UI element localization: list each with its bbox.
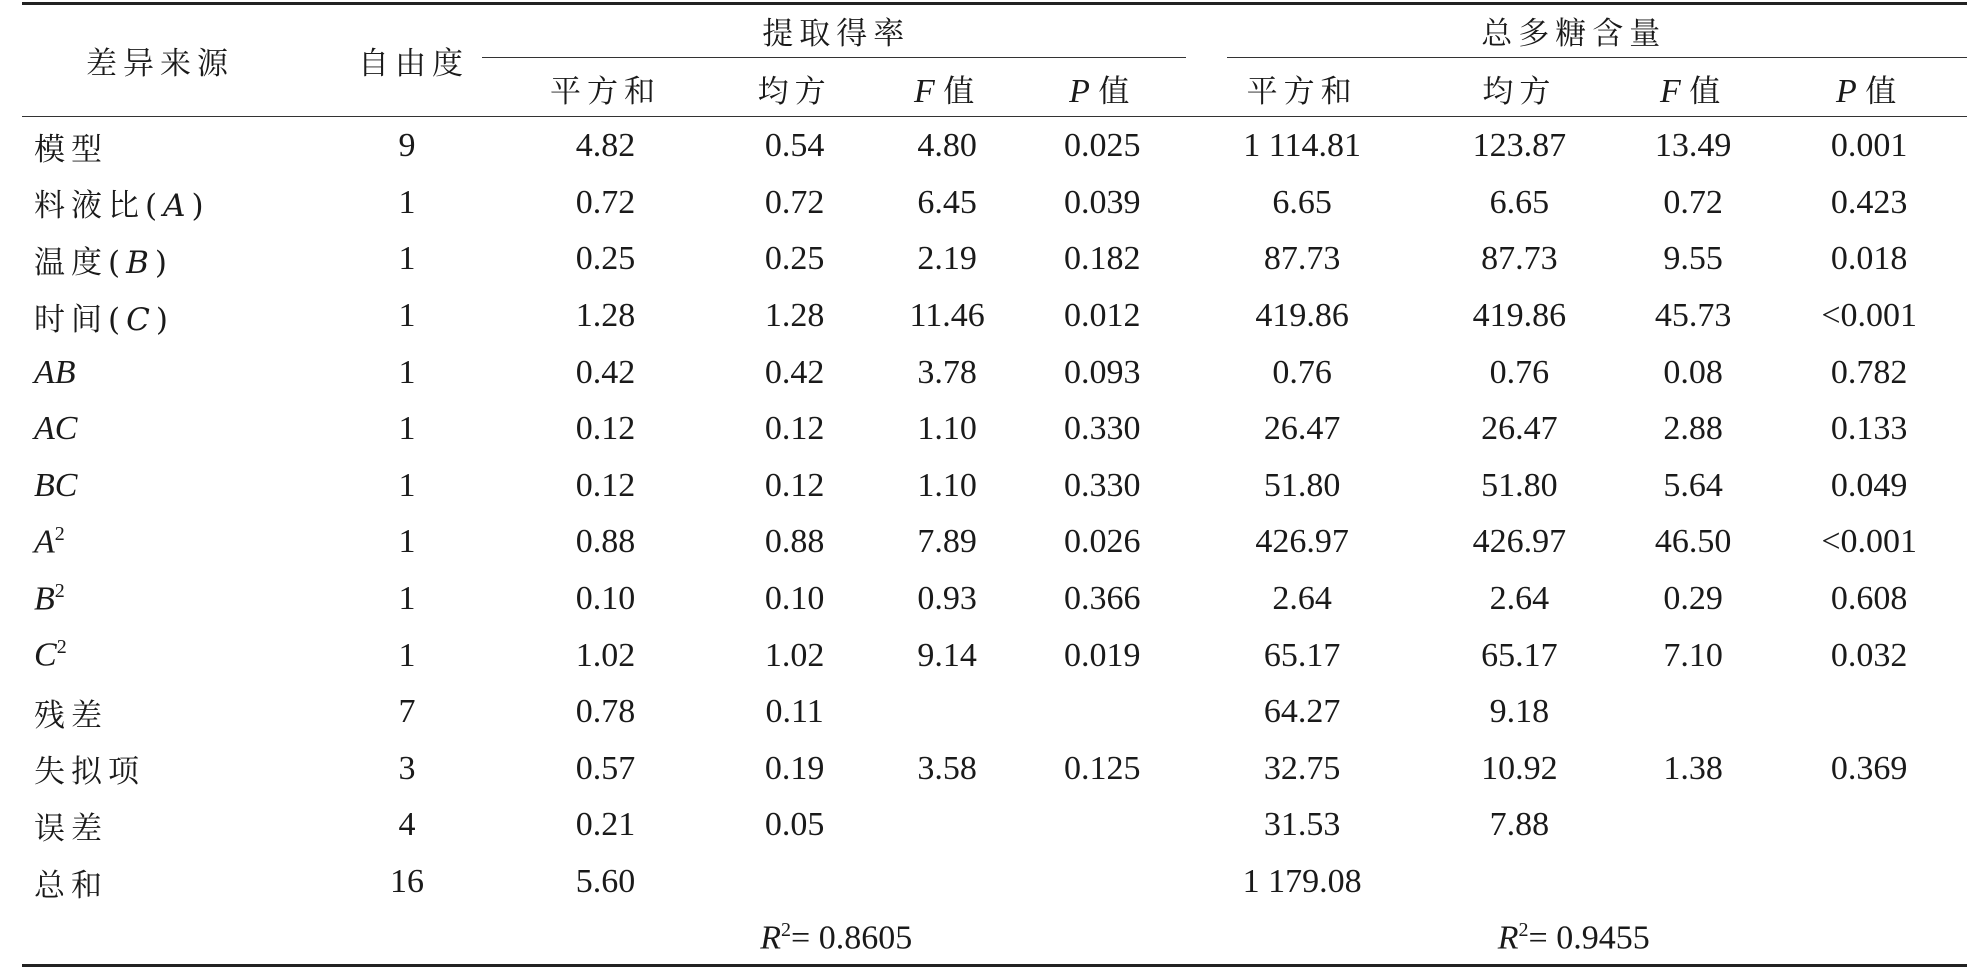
- cell: [1615, 854, 1771, 911]
- row-source: 温度(B): [34, 244, 173, 281]
- cell: 0.42: [575, 353, 636, 391]
- cell: 7.88: [1489, 806, 1550, 844]
- empty-cell: [22, 910, 322, 967]
- cell: 0.182: [1064, 240, 1141, 278]
- cell: 0.012: [1064, 297, 1141, 335]
- row-df: 3: [398, 749, 416, 787]
- cell: 0.026: [1064, 523, 1141, 561]
- row-df: 1: [398, 183, 416, 221]
- row-source: 总和: [34, 867, 108, 904]
- table-row: [22, 231, 1967, 288]
- cell: 9.14: [917, 636, 977, 674]
- row-df: 1: [398, 353, 416, 391]
- cell: 0.93: [917, 580, 977, 618]
- cell: 31.53: [1263, 806, 1341, 844]
- row-df: 1: [398, 240, 416, 278]
- cell: 0.12: [575, 410, 636, 448]
- cell: 3.58: [917, 749, 977, 787]
- header-p-2: P 值: [1836, 72, 1903, 110]
- cell: [719, 854, 870, 911]
- cell: [1615, 684, 1771, 741]
- cell: 2.64: [1489, 580, 1550, 618]
- cell: 0.12: [764, 410, 825, 448]
- cell: [1771, 797, 1967, 854]
- cell: 65.17: [1263, 636, 1341, 674]
- row-source: 失拟项: [34, 754, 145, 791]
- cell: 0.039: [1064, 183, 1141, 221]
- row-df: 1: [398, 636, 416, 674]
- cell: 0.049: [1830, 466, 1908, 504]
- empty-cell: [322, 910, 492, 967]
- cell: 5.60: [575, 863, 636, 901]
- header-f-2: F 值: [1659, 72, 1727, 110]
- cell: [870, 797, 1024, 854]
- cell: 26.47: [1481, 410, 1558, 448]
- cell: 7.89: [917, 523, 977, 561]
- header-ss-2: 平方和: [1246, 73, 1358, 110]
- header-ss-1: 平方和: [549, 73, 661, 110]
- r2-row: [22, 910, 1967, 967]
- cell: 0.782: [1830, 353, 1908, 391]
- row-source: 误差: [34, 810, 108, 847]
- r2-group1: $R^2= 0.8605$: [760, 919, 913, 957]
- cell: 6.65: [1272, 183, 1332, 221]
- cell: 0.423: [1830, 183, 1908, 221]
- row-source: AB: [34, 353, 76, 391]
- table-row: [22, 797, 1967, 854]
- cell: 0.21: [575, 806, 636, 844]
- cell: 419.86: [1255, 297, 1349, 335]
- row-df: 4: [398, 806, 416, 844]
- cell: 0.12: [764, 466, 825, 504]
- table-row: [22, 627, 1967, 684]
- cell: 65.17: [1481, 636, 1558, 674]
- cell: 0.54: [764, 127, 825, 165]
- header-ms-1: 均方: [757, 73, 832, 110]
- cell: 1 114.81: [1243, 127, 1361, 165]
- cell: [870, 684, 1024, 741]
- cell: 0.88: [764, 523, 825, 561]
- cell: 0.25: [764, 240, 825, 278]
- cell: 2.64: [1272, 580, 1332, 618]
- cell: 51.80: [1263, 466, 1341, 504]
- cell: 0.330: [1064, 466, 1141, 504]
- table-row: [22, 741, 1967, 798]
- cell: 1 179.08: [1242, 863, 1362, 901]
- cell: 1.28: [764, 297, 825, 335]
- row-df: 16: [390, 863, 424, 901]
- header-group1: 提取得率: [762, 15, 911, 52]
- cell: 1.02: [764, 636, 825, 674]
- cell: 45.73: [1654, 297, 1732, 335]
- cell: 0.12: [575, 466, 636, 504]
- cell: 1.38: [1663, 749, 1723, 787]
- row-df: 1: [398, 523, 416, 561]
- anova-table: [22, 2, 1967, 967]
- cell: 0.10: [575, 580, 636, 618]
- cell: 0.025: [1064, 127, 1141, 165]
- row-df: 1: [398, 466, 416, 504]
- cell: 0.08: [1663, 353, 1723, 391]
- cell: 4.80: [917, 127, 977, 165]
- cell: 0.10: [764, 580, 825, 618]
- cell: 419.86: [1472, 297, 1567, 335]
- row-source: $B^2$: [34, 579, 65, 618]
- cell: 0.608: [1830, 580, 1908, 618]
- cell: 0.001: [1830, 127, 1908, 165]
- row-df: 9: [398, 127, 416, 165]
- cell: 3.78: [917, 353, 977, 391]
- header-ms-2: 均方: [1482, 73, 1557, 110]
- cell: 0.369: [1830, 749, 1908, 787]
- cell: 0.125: [1064, 749, 1141, 787]
- cell: 2.19: [917, 240, 977, 278]
- cell: 426.97: [1255, 523, 1349, 561]
- cell: <0.001: [1821, 523, 1917, 561]
- table-row: [22, 458, 1967, 515]
- cell: 64.27: [1263, 693, 1341, 731]
- table-row: [22, 514, 1967, 571]
- cell: 51.80: [1481, 466, 1558, 504]
- cell: [870, 854, 1024, 911]
- cell: 0.330: [1064, 410, 1141, 448]
- cell: 6.65: [1489, 183, 1550, 221]
- cell: 87.73: [1481, 240, 1558, 278]
- row-df: 1: [398, 580, 416, 618]
- cell: [1615, 797, 1771, 854]
- cell: 26.47: [1263, 410, 1341, 448]
- header-f-1: F 值: [914, 72, 981, 110]
- cell: 9.55: [1663, 240, 1723, 278]
- cell: 426.97: [1472, 523, 1567, 561]
- cell: [1024, 684, 1180, 741]
- table-row: [22, 401, 1967, 458]
- cell: 10.92: [1481, 749, 1558, 787]
- table-row: [22, 288, 1967, 345]
- cell: 0.25: [575, 240, 636, 278]
- cell: 0.57: [575, 749, 636, 787]
- row-df: 1: [398, 410, 416, 448]
- cell: 1.10: [917, 410, 977, 448]
- cell: [1024, 797, 1180, 854]
- cell: 0.29: [1663, 580, 1723, 618]
- cell: [1771, 854, 1967, 911]
- table-row: [22, 175, 1967, 232]
- header-df: 自由度: [358, 45, 469, 82]
- cell: 4.82: [575, 127, 636, 165]
- row-source: 时间(C): [34, 301, 174, 338]
- cell: <0.001: [1821, 297, 1917, 335]
- header-group2: 总多糖含量: [1481, 15, 1667, 52]
- cell: 87.73: [1263, 240, 1341, 278]
- cell: 0.42: [764, 353, 825, 391]
- cell: 0.76: [1489, 353, 1550, 391]
- row-source: 模型: [34, 131, 108, 168]
- cell: 0.018: [1830, 240, 1908, 278]
- cell: 2.88: [1663, 410, 1723, 448]
- row-df: 7: [398, 693, 416, 731]
- cell: 5.64: [1663, 466, 1723, 504]
- header-p-1: P 值: [1069, 72, 1136, 110]
- cell: 1.10: [917, 466, 977, 504]
- cell: 1.28: [575, 297, 636, 335]
- cell: 0.366: [1064, 580, 1141, 618]
- cell: 0.72: [575, 183, 636, 221]
- r2-group2: $R^2= 0.9455$: [1497, 919, 1650, 957]
- header-source: 差异来源: [86, 45, 234, 82]
- cell: 0.05: [764, 806, 825, 844]
- cell: 11.46: [909, 297, 985, 335]
- table-row: [22, 684, 1967, 741]
- table-row: [22, 571, 1967, 628]
- cell: 7.10: [1663, 636, 1723, 674]
- cell: 13.49: [1654, 127, 1732, 165]
- cell: 6.45: [917, 183, 977, 221]
- cell: 0.19: [764, 749, 825, 787]
- row-source: $A^2$: [34, 523, 65, 561]
- row-source: 料液比(A): [34, 188, 210, 225]
- cell: [1024, 854, 1180, 911]
- cell: [1424, 854, 1615, 911]
- cell: 1.02: [575, 636, 636, 674]
- row-source: $C^2$: [34, 636, 67, 674]
- cell: 0.72: [764, 183, 825, 221]
- cell: 32.75: [1263, 749, 1341, 787]
- cell: 0.11: [765, 693, 824, 731]
- cell: 0.093: [1064, 353, 1141, 391]
- cell: 0.72: [1663, 183, 1723, 221]
- row-source: BC: [34, 466, 78, 504]
- cell: 46.50: [1654, 523, 1732, 561]
- cell: 0.019: [1064, 636, 1141, 674]
- table-row: [22, 118, 1967, 175]
- row-source: AC: [34, 410, 78, 448]
- cell: 0.88: [575, 523, 636, 561]
- cell: 0.032: [1830, 636, 1908, 674]
- cell: 0.76: [1272, 353, 1332, 391]
- row-df: 1: [398, 297, 416, 335]
- cell: [1771, 684, 1967, 741]
- cell: 123.87: [1472, 127, 1567, 165]
- cell: 0.78: [575, 693, 636, 731]
- row-source: 残差: [34, 697, 108, 734]
- table-row: [22, 854, 1967, 911]
- cell: 0.133: [1830, 410, 1908, 448]
- table-row: [22, 344, 1967, 401]
- cell: 9.18: [1489, 693, 1550, 731]
